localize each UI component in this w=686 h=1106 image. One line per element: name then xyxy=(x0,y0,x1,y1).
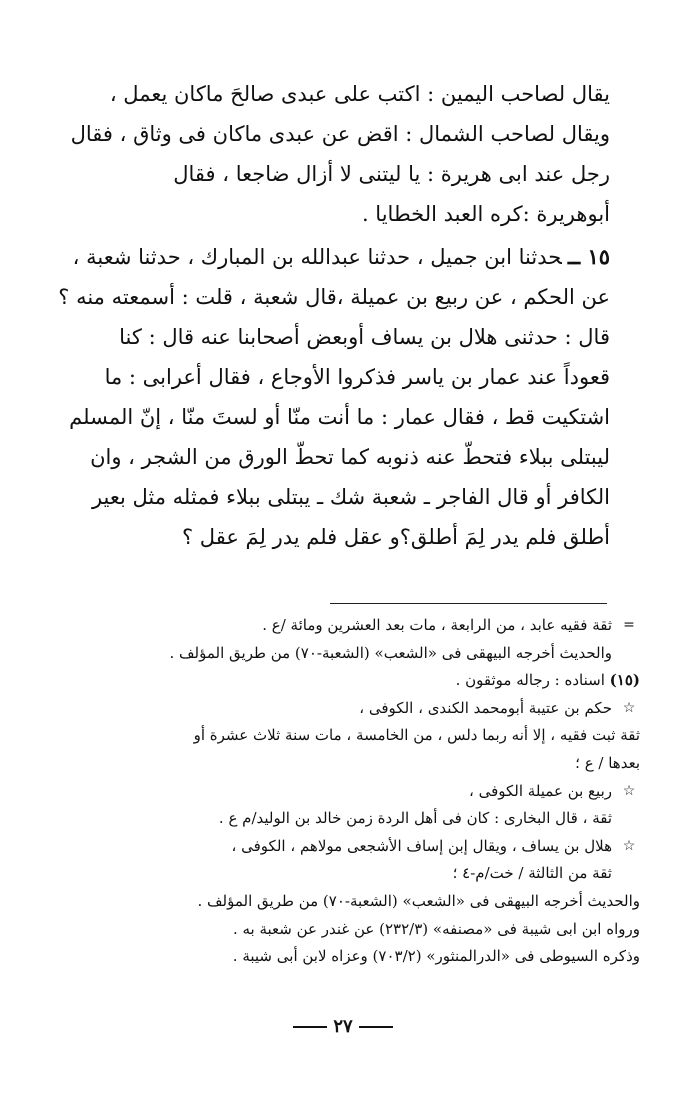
star-icon: ☆ xyxy=(622,782,636,799)
continuation-marker: = xyxy=(623,617,635,633)
footnote-line xyxy=(50,860,640,888)
footnote-number: (١٥) xyxy=(609,671,640,690)
footnote-text: هلال بن يساف ، ويقال إبن إساف الأشجعى مولاهم ، الكوفى ، xyxy=(231,836,612,855)
footnote-text: ثقة ، قال البخارى : كان فى أهل الردة زمن خالد بن الوليد/م ع . xyxy=(218,809,612,828)
text-line: أطلق فلم يدر لِمَ أطلق؟و عقل فلم يدر لِمَ عقل ؟ xyxy=(181,525,610,549)
footnote-line xyxy=(50,612,640,640)
footnote-line xyxy=(50,667,640,695)
star-icon: ☆ xyxy=(622,837,636,854)
footnote-text: اسناده : رجاله موثقون . xyxy=(455,671,605,690)
text-line: أبوهريرة :كره العبد الخطايا . xyxy=(361,202,610,226)
text-line: قعوداً عند عمار بن ياسر فذكروا الأوجاع ، فقال أعرابى : ما xyxy=(104,365,610,389)
footnote-line xyxy=(50,750,640,778)
footnote-text: ثقة فقيه عابد ، من الرابعة ، مات بعد العشرين ومائة /ع . xyxy=(262,616,612,634)
footnote-line xyxy=(50,722,640,750)
page-number xyxy=(0,1016,686,1037)
page-number-dash xyxy=(359,1026,393,1028)
footnote-text: وذكره السيوطى فى «الدرالمنثور» (٧٠٣/٢) وعزاه لابن أبى شيبة . xyxy=(232,947,640,966)
footnote-text: والحديث أخرجه البيهقى فى «الشعب» (الشعبة-٧٠) من طريق المؤلف . xyxy=(197,891,640,910)
hadith-number: ١٥ ــ xyxy=(567,244,610,269)
footnote-line xyxy=(50,888,640,916)
footnote-line xyxy=(50,916,640,944)
footnote-line xyxy=(50,778,640,806)
main-paragraph-1 xyxy=(70,74,610,234)
text-line: قال : حدثنى هلال بن يساف أوبعض أصحابنا عنه قال : كنا xyxy=(119,325,610,349)
text-line: عن الحكم ، عن ربيع بن عميلة ،قال شعبة ، قلت : أسمعته منه ؟ xyxy=(58,285,610,309)
footnote-line xyxy=(50,695,640,723)
text-line: اشتكيت قط ، فقال عمار : ما أنت منّا أو لستَ منّا ، إنّ المسلم xyxy=(69,405,610,429)
footnote-text: ربيع بن عميلة الكوفى ، xyxy=(468,781,612,800)
footnote-text: حكم بن عتيبة أبومحمد الكندى ، الكوفى ، xyxy=(359,698,612,717)
page-number-dash xyxy=(293,1026,327,1028)
text-line: يقال لصاحب اليمين : اكتب على عبدى صالحَ ماكان يعمل ، xyxy=(109,82,610,106)
footnote-text: ثقة من الثالثة / خت/م-٤ ؛ xyxy=(452,864,612,883)
footnote-text: بعدها / ع ؛ xyxy=(575,753,640,772)
footnote-line xyxy=(50,640,640,668)
text-line: الكافر أو قال الفاجر ـ شعبة شك ـ يبتلى ببلاء فمثله مثل بعير xyxy=(91,485,610,509)
text-line: ويقال لصاحب الشمال : اقض عن عبدى ماكان فى وثاق ، فقال xyxy=(70,122,610,146)
footnote-line xyxy=(50,833,640,861)
star-icon: ☆ xyxy=(622,699,636,716)
text-line-with-number xyxy=(70,237,610,277)
text-line: حدثنا ابن جميل ، حدثنا عبدالله بن المبارك ، حدثنا شعبة ، xyxy=(72,245,562,269)
footnote-separator xyxy=(330,603,607,604)
footnote-line xyxy=(50,943,640,971)
footnote-line xyxy=(50,805,640,833)
text-line: رجل عند ابى هريرة : يا ليتنى لا أزال ضاجعا ، فقال xyxy=(173,162,610,186)
footnotes-section xyxy=(50,612,640,971)
page-number-value: ٢٧ xyxy=(333,1016,353,1037)
text-line: ليبتلى ببلاء فتحطّ عنه ذنوبه كما تحطّ الورق من الشجر ، وان xyxy=(90,445,610,469)
footnote-text: ورواه ابن ابى شيبة فى «مصنفه» (٢٣٢/٣) عن غندر عن شعبة به . xyxy=(232,919,640,938)
footnote-text: ثقة ثبت فقيه ، إلا أنه ربما دلس ، من الخامسة ، مات سنة ثلاث عشرة أو xyxy=(193,726,640,745)
main-paragraph-2 xyxy=(58,237,610,557)
footnote-text: والحديث أخرجه البيهقى فى «الشعب» (الشعبة-٧٠) من طريق المؤلف . xyxy=(169,643,612,662)
